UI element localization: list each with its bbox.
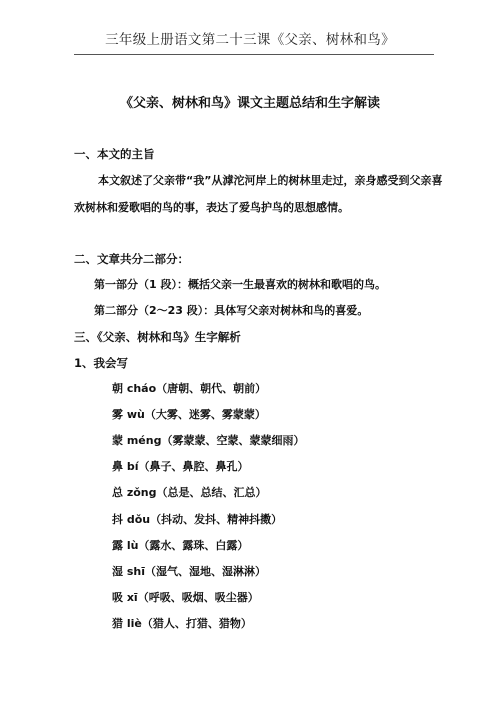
character-entry-wu: 雾 wù（大雾、迷雾、雾蒙蒙） [112, 408, 266, 421]
section-2-heading: 二、文章共分二部分： [74, 252, 189, 266]
section-3-heading: 三、《父亲、树林和鸟》生字解析 [74, 330, 241, 344]
section-1-paragraph-line-1: 本文叙述了父亲带“我”从滹沱河岸上的树林里走过，亲身感受到父亲喜 [98, 174, 443, 187]
section-1-paragraph-line-2: 欢树林和爱歌唱的鸟的事，表达了爱鸟护鸟的思想感情。 [74, 201, 349, 214]
character-entry-xi: 吸 xī（呼吸、吸烟、吸尘器） [112, 591, 259, 604]
character-entry-lu: 露 lù（露水、露珠、白露） [112, 539, 249, 552]
character-entry-meng: 蒙 méng（雾蒙蒙、空蒙、蒙蒙细雨） [112, 434, 305, 447]
document-title: 《父亲、树林和鸟》课文主题总结和生字解读 [119, 96, 380, 111]
character-entry-dou: 抖 dǒu（抖动、发抖、精神抖擞） [112, 513, 283, 526]
section-2-part-2: 第二部分（2～23 段）：具体写父亲对树林和鸟的喜爱。 [94, 304, 369, 317]
character-entry-bi: 鼻 bí（鼻子、鼻腔、鼻孔） [112, 460, 249, 473]
character-entry-zong: 总 zǒng（总是、总结、汇总） [112, 486, 267, 499]
character-entry-shi: 湿 shī（湿气、湿地、湿淋淋） [112, 565, 266, 578]
character-entry-chao: 朝 cháo（唐朝、朝代、朝前） [112, 382, 267, 395]
section-1-heading: 一、本文的主旨 [74, 147, 155, 161]
character-entry-lie: 猎 liè（猎人、打猎、猎物） [112, 617, 252, 630]
running-header: 三年级上册语文第二十三课《父亲、树林和鸟》 [105, 32, 395, 48]
header-rule [74, 54, 434, 55]
section-3-subheading: 1、我会写 [74, 356, 129, 370]
section-2-part-1: 第一部分（1 段）：概括父亲一生最喜欢的树林和歌唱的鸟。 [94, 278, 386, 291]
